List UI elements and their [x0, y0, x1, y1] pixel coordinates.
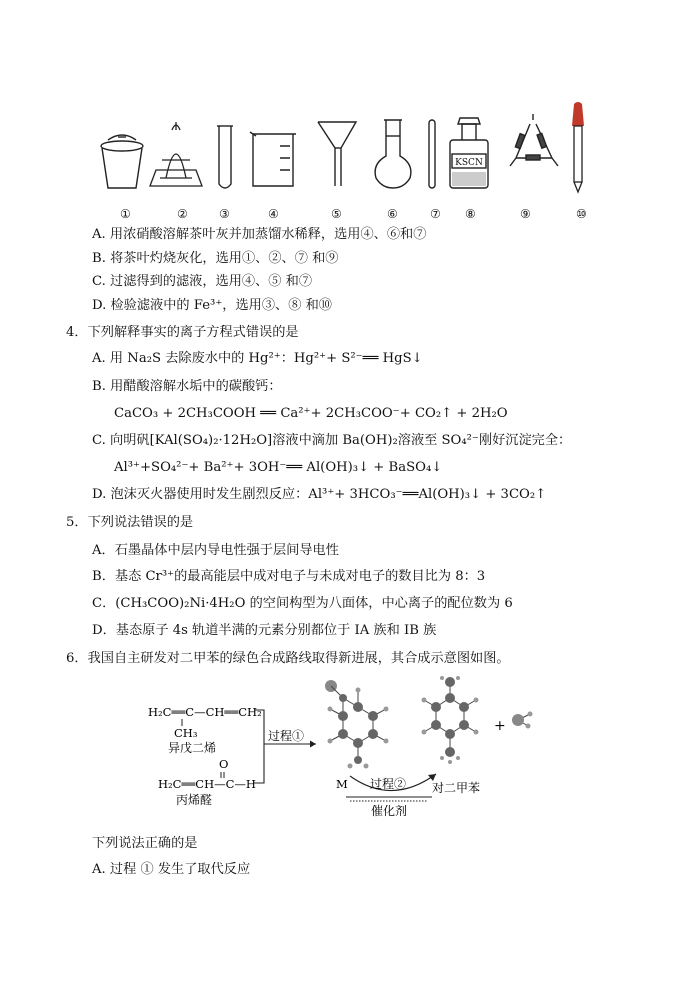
product-name: 对二甲苯: [432, 781, 481, 795]
q5-option-a: A．石墨晶体中层内导电性强于层间导电性: [92, 543, 339, 558]
q3-option-b: B. 将茶叶灼烧灰化，选用①、②、⑦ 和⑨: [92, 251, 339, 266]
apparatus-number: ⑥: [387, 207, 398, 221]
q5-stem: 5．下列说法错误的是: [66, 515, 194, 530]
dropper-icon: [572, 102, 584, 192]
funnel-icon: [318, 122, 356, 186]
volumetric-flask-icon: [375, 120, 411, 188]
evaporating-setup-icon: [150, 122, 202, 186]
synthesis-diagram: [140, 676, 560, 824]
intermediate-molecule-icon: [325, 680, 389, 769]
apparatus-number: ⑦: [430, 207, 441, 221]
crucible-icon: [101, 135, 143, 188]
q5-option-c: C．(CH₃COO)₂Ni·4H₂O 的空间构型为八面体，中心离子的配位数为 6: [92, 596, 513, 611]
q6-stem: 6．我国自主研发对二甲苯的绿色合成路线取得新进展，其合成示意图如图。: [66, 651, 510, 666]
apparatus-number: ⑧: [465, 207, 476, 221]
test-tube-icon: [217, 126, 233, 188]
q3-option-a: A. 用浓硝酸溶解茶叶灰并加蒸馏水稀释，选用④、⑥和⑦: [92, 227, 427, 242]
isoprene-formula: H₂C══C—CH══CH₂: [148, 705, 262, 719]
plus-sign: +: [494, 718, 506, 734]
apparatus-figure: [90, 100, 610, 195]
process1-label: 过程①: [268, 729, 305, 743]
acrolein-name: 丙烯醛: [176, 793, 213, 807]
apparatus-number: ②: [177, 207, 188, 221]
q5-option-d: D．基态原子 4s 轨道半满的元素分别都位于 IA 族和 IB 族: [92, 623, 437, 638]
isoprene-name: 异戊二烯: [168, 741, 217, 755]
apparatus-number: ⑨: [520, 207, 531, 221]
q6-question: 下列说法正确的是: [92, 836, 198, 851]
apparatus-number: ④: [268, 207, 279, 221]
process2-label: 过程②: [370, 777, 407, 791]
q4-option-c: C. 向明矾[KAl(SO₄)₂·12H₂O]溶液中滴加 Ba(OH)₂溶液至 SO₄²⁻刚好沉淀完全：: [92, 433, 572, 448]
catalyst-label: 催化剂: [371, 804, 408, 818]
apparatus-number: ⑩: [576, 207, 587, 221]
q5-option-b: B．基态 Cr³⁺的最高能层中成对电子与未成对电子的数目比为 8：3: [92, 569, 486, 584]
apparatus-number: ⑤: [331, 207, 342, 221]
kscn-label: KSCN: [455, 158, 483, 168]
apparatus-number: ③: [219, 207, 230, 221]
q4-option-b: B. 用醋酸溶解水垢中的碳酸钙：: [92, 379, 282, 394]
q4-option-d: D. 泡沫灭火器使用时发生剧烈反应：Al³⁺+ 3HCO₃⁻══Al(OH)₃↓ + 3CO₂↑: [92, 487, 547, 502]
water-molecule-icon: [512, 712, 533, 729]
acrolein-formula: H₂C══CH—C—H: [158, 777, 256, 791]
m-label: M: [336, 777, 348, 791]
p-xylene-molecule-icon: [422, 676, 479, 764]
acrolein-o: O: [219, 757, 229, 771]
q3-option-d: D. 检验滤液中的 Fe³⁺，选用③、⑧ 和⑩: [92, 298, 332, 313]
apparatus-number: ①: [120, 207, 131, 221]
q6-option-a: A. 过程 ① 发生了取代反应: [92, 862, 251, 877]
q4-option-c-equation: Al³⁺+SO₄²⁻+ Ba²⁺+ 3OH⁻══ Al(OH)₃↓ + BaSO₄↓: [114, 460, 443, 475]
clay-triangle-icon: [510, 114, 558, 166]
q4-stem: 4．下列解释事实的离子方程式错误的是: [66, 325, 299, 340]
isoprene-methyl: CH₃: [174, 726, 198, 740]
q4-option-b-equation: CaCO₃ + 2CH₃COOH ══ Ca²⁺+ 2CH₃COO⁻+ CO₂↑ + 2H₂O: [114, 406, 508, 421]
glass-rod-icon: [429, 120, 435, 188]
kscn-bottle-icon: [450, 118, 488, 188]
beaker-icon: [250, 132, 296, 186]
q4-option-a: A. 用 Na₂S 去除废水中的 Hg²⁺：Hg²⁺+ S²⁻══ HgS↓: [92, 351, 423, 366]
q3-option-c: C. 过滤得到的滤液，选用④、⑤ 和⑦: [92, 274, 313, 289]
